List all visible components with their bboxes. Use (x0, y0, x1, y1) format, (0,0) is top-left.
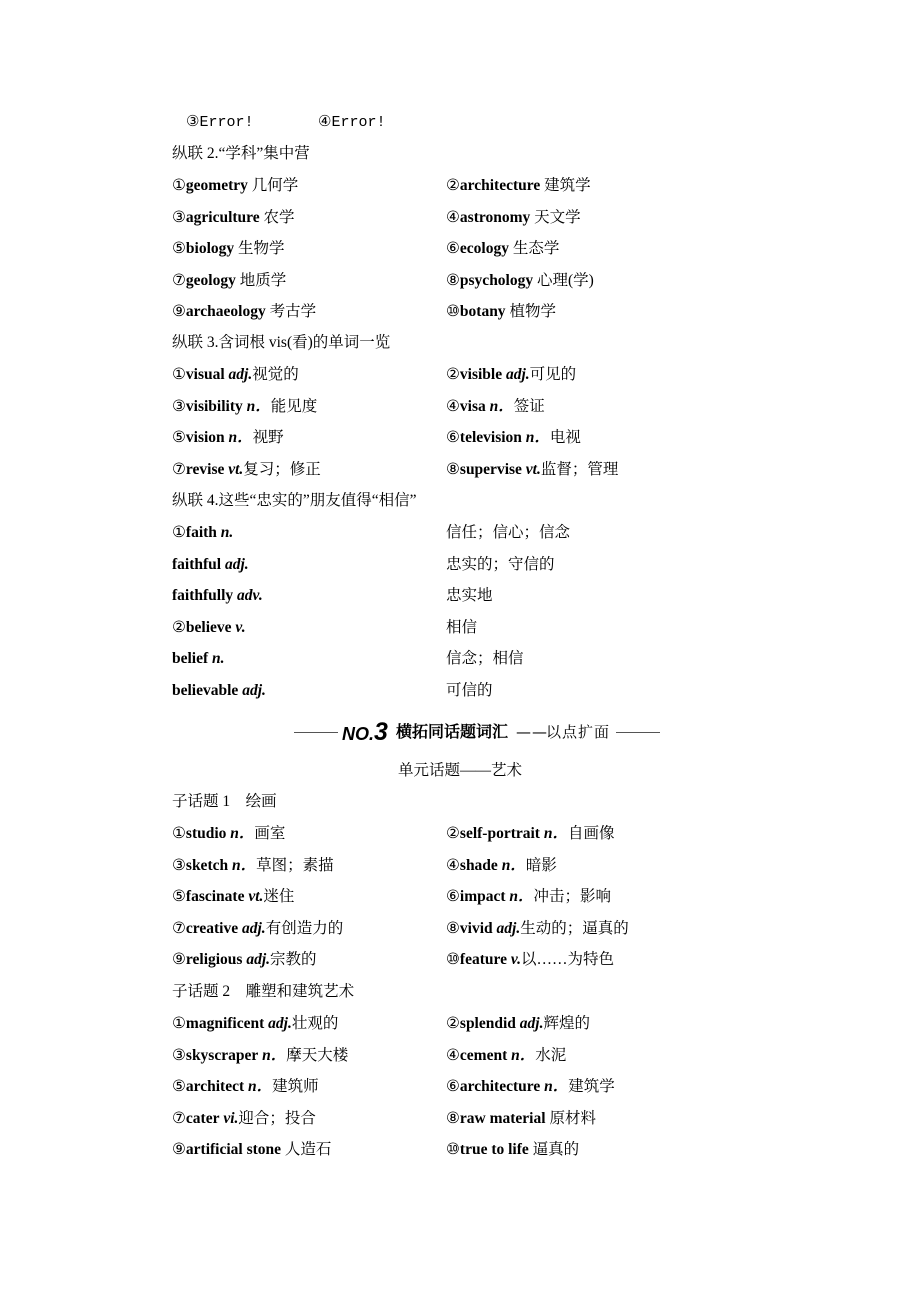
item-number: ④ (446, 208, 460, 226)
chinese-meaning: 忠实地 (446, 587, 493, 605)
vocab-entry (446, 856, 557, 876)
chinese-meaning: 农学 (259, 208, 295, 226)
chinese-meaning: 建筑师 (272, 1078, 319, 1096)
part-of-speech: v. (510, 951, 522, 969)
vocab-entry (172, 239, 285, 259)
item-number: ⑥ (446, 240, 460, 258)
chinese-meaning: 有创造力的 (265, 919, 344, 937)
english-word: visibility (185, 397, 243, 415)
chinese-meaning: 相信 (446, 618, 478, 636)
english-word: geology (185, 271, 236, 289)
part-of-speech: adj. (224, 555, 249, 573)
vocab-entry (446, 1077, 615, 1097)
english-word: architect (185, 1078, 245, 1096)
item-number: ② (446, 177, 460, 194)
section-no-prefix: NO. (342, 724, 375, 744)
english-word: ecology (459, 240, 509, 258)
chinese-meaning: 生态学 (508, 240, 560, 258)
vocab-entry (446, 1140, 579, 1160)
english-word: shade (459, 856, 498, 874)
chinese-meaning: 天文学 (530, 208, 581, 226)
item-number: ⑥ (446, 1078, 460, 1096)
vocab-entry (446, 365, 576, 385)
item-number: ⑧ (446, 460, 460, 478)
item-number: ② (446, 1015, 460, 1032)
item-number: ② (446, 366, 460, 383)
part-of-speech: adj. (242, 682, 266, 699)
part-of-speech: n． (501, 856, 526, 874)
chinese-meaning: 几何学 (247, 177, 299, 194)
item-number: ⑩ (446, 1141, 460, 1159)
part-of-speech: n. (220, 524, 234, 541)
vocab-entry (172, 555, 249, 575)
vocab-entry (172, 302, 316, 322)
english-word: magnificent (185, 1015, 265, 1032)
chinese-meaning: 视野 (252, 429, 284, 447)
chinese-meaning: 迎合；投合 (238, 1109, 316, 1127)
english-word: archaeology (185, 303, 266, 321)
vocab-entry (446, 302, 556, 322)
chinese-meaning: 签证 (513, 397, 545, 415)
english-word: revise (185, 460, 225, 478)
english-word: visa (459, 397, 486, 415)
part-of-speech: n． (511, 1046, 536, 1064)
english-word: believe (185, 618, 232, 636)
english-word: vivid (459, 919, 493, 937)
part-of-speech: n． (246, 397, 271, 415)
chinese-meaning: 视觉的 (252, 366, 299, 383)
part-of-speech: adv. (237, 587, 263, 605)
english-word: agriculture (185, 208, 260, 226)
part-of-speech: n． (525, 429, 550, 447)
chinese-meaning: 生物学 (234, 240, 285, 258)
english-word: biology (185, 240, 235, 258)
item-number: ③ (172, 1046, 186, 1064)
item-number: ② (172, 618, 186, 636)
header-rule-left (294, 732, 338, 733)
english-word: vision (185, 429, 225, 447)
vocab-entry (172, 208, 295, 228)
part-of-speech: vt. (228, 460, 244, 478)
vocab-entry (172, 1140, 331, 1160)
item-number: ④ (446, 397, 460, 415)
chinese-meaning: 迷住 (263, 888, 295, 906)
chinese-meaning: 宗教的 (270, 951, 317, 969)
error-ref-3: ③Error! (186, 114, 254, 131)
english-word: faith (185, 524, 217, 541)
vocab-entry (446, 428, 581, 448)
vocab-entry (172, 176, 298, 196)
part-of-speech: adj. (246, 951, 271, 969)
vocab-entry (172, 1109, 316, 1129)
english-word: visible (459, 366, 503, 383)
item-number: ④ (446, 1046, 460, 1064)
item-number: ③ (172, 208, 186, 226)
part-of-speech: n． (231, 856, 257, 874)
item-number: ⑨ (172, 303, 186, 321)
item-number: ⑤ (172, 429, 186, 447)
chinese-meaning: 可信的 (446, 682, 493, 699)
section-no-num: 3 (374, 718, 388, 746)
item-number: ⑧ (446, 919, 460, 937)
english-word: botany (459, 303, 506, 321)
item-number: ② (446, 825, 460, 842)
english-word: believable (172, 682, 239, 699)
vocab-entry (446, 460, 618, 480)
item-number: ③ (172, 397, 186, 415)
english-word: architecture (459, 177, 541, 194)
group3-title: 纵联 3.含词根 vis(看)的单词一览 (172, 334, 391, 351)
part-of-speech: v. (235, 618, 246, 636)
vocab-entry (172, 397, 317, 417)
vocab-entry (172, 271, 286, 291)
english-word: creative (185, 919, 239, 937)
part-of-speech: n． (230, 825, 255, 842)
item-number: ⑨ (172, 1141, 186, 1159)
item-number: ⑨ (172, 951, 186, 969)
english-word: astronomy (459, 208, 531, 226)
part-of-speech: n． (544, 1078, 569, 1096)
chinese-meaning: 生动的；逼真的 (520, 919, 629, 937)
chinese-meaning: 监督；管理 (540, 460, 619, 478)
chinese-meaning: 能见度 (270, 397, 318, 415)
vocab-entry (172, 523, 233, 543)
english-word: feature (459, 951, 507, 969)
vocab-entry (172, 460, 321, 480)
header-rule-right (616, 732, 660, 733)
vocab-entry (172, 824, 285, 844)
error-ref-4: ④Error! (318, 114, 386, 131)
section3-subtitle: 以点扩面 (546, 723, 611, 741)
chinese-meaning: 信任；信心；信念 (446, 524, 571, 541)
item-number: ③ (172, 856, 186, 874)
english-word: psychology (459, 271, 534, 289)
part-of-speech: vi. (223, 1109, 239, 1127)
chinese-meaning: 辉煌的 (543, 1015, 590, 1032)
vocab-entry (172, 1077, 319, 1097)
chinese-meaning: 原材料 (545, 1109, 596, 1127)
part-of-speech: n． (248, 1078, 273, 1096)
item-number: ⑤ (172, 240, 186, 258)
item-number: ⑩ (446, 303, 460, 321)
vocab-entry (172, 1014, 338, 1034)
english-word: faithfully (172, 587, 234, 605)
vocab-entry (446, 176, 591, 196)
english-word: studio (185, 825, 227, 842)
item-number: ⑧ (446, 1109, 460, 1127)
item-number: ⑦ (172, 271, 186, 289)
chinese-meaning: 地质学 (235, 271, 287, 289)
section3-title: 横拓同话题词汇 (396, 722, 509, 741)
part-of-speech: adj. (519, 1015, 544, 1032)
item-number: ⑩ (446, 951, 460, 969)
part-of-speech: n． (262, 1046, 287, 1064)
english-word: splendid (459, 1015, 516, 1032)
vocab-entry (172, 681, 266, 701)
chinese-meaning: 逼真的 (528, 1141, 580, 1159)
part-of-speech: vt. (248, 888, 264, 906)
item-number: ⑦ (172, 460, 186, 478)
english-word: true to life (459, 1141, 529, 1159)
section3-dash: —— (516, 723, 548, 741)
chinese-meaning: 人造石 (281, 1141, 332, 1159)
part-of-speech: adj. (505, 366, 530, 383)
item-number: ⑦ (172, 1109, 186, 1127)
english-word: supervise (459, 460, 522, 478)
english-word: religious (185, 951, 243, 969)
part-of-speech: adj. (242, 919, 266, 937)
vocab-entry (172, 618, 246, 638)
chinese-meaning: 建筑学 (568, 1078, 615, 1096)
vocab-entry (172, 428, 284, 448)
chinese-meaning: 水泥 (535, 1046, 567, 1064)
item-number: ④ (446, 856, 460, 874)
part-of-speech: adj. (228, 366, 253, 383)
vocab-entry (446, 1109, 596, 1129)
part-of-speech: n． (228, 429, 253, 447)
vocab-entry (446, 887, 611, 907)
chinese-meaning: 以……为特色 (521, 951, 615, 969)
english-word: fascinate (185, 888, 245, 906)
part-of-speech: adj. (496, 919, 521, 937)
chinese-meaning: 考古学 (265, 303, 317, 321)
vocab-entry (446, 239, 559, 259)
english-word: visual (185, 366, 225, 383)
subtopic1-title: 子话题 1 绘画 (172, 793, 277, 810)
english-word: artificial stone (185, 1141, 282, 1159)
chinese-meaning: 信念；相信 (446, 650, 524, 668)
vocab-entry (446, 950, 614, 970)
vocab-entry (172, 1046, 348, 1066)
vocab-entry (446, 271, 594, 291)
chinese-meaning: 自画像 (567, 825, 615, 842)
section-number (342, 719, 388, 747)
item-number: ① (172, 1015, 186, 1032)
part-of-speech: adj. (268, 1015, 292, 1032)
english-word: raw material (459, 1109, 546, 1127)
item-number: ⑥ (446, 888, 460, 906)
vocab-entry (446, 1014, 590, 1034)
item-number: ⑤ (172, 1078, 186, 1096)
vocab-entry (172, 586, 263, 606)
subtopic2-title: 子话题 2 雕塑和建筑艺术 (172, 983, 355, 1000)
vocab-entry (172, 919, 343, 939)
english-word: television (459, 429, 522, 447)
vocab-entry (172, 856, 334, 876)
vocab-entry (172, 365, 299, 385)
chinese-meaning: 草图；素描 (256, 856, 334, 874)
group2-title: 纵联 2.“学科”集中营 (172, 145, 310, 162)
part-of-speech: vt. (525, 460, 541, 478)
english-word: self-portrait (459, 825, 540, 842)
group4-title: 纵联 4.这些“忠实的”朋友值得“相信” (172, 492, 417, 509)
item-number: ⑦ (172, 919, 186, 937)
english-word: impact (459, 888, 506, 906)
vocab-entry (446, 208, 581, 228)
item-number: ① (172, 177, 186, 194)
chinese-meaning: 摩天大楼 (286, 1046, 349, 1064)
unit-topic: 单元话题——艺术 (397, 762, 522, 779)
chinese-meaning: 可见的 (529, 366, 577, 383)
english-word: faithful (172, 555, 222, 573)
chinese-meaning: 植物学 (505, 303, 556, 321)
section3-header (294, 719, 660, 745)
english-word: cater (185, 1109, 220, 1127)
item-number: ① (172, 524, 186, 541)
english-word: architecture (459, 1078, 541, 1096)
english-word: skyscraper (185, 1046, 259, 1064)
vocab-entry (172, 649, 225, 669)
english-word: sketch (185, 856, 229, 874)
english-word: belief (172, 650, 209, 668)
chinese-meaning: 心理(学) (533, 271, 594, 289)
item-number: ① (172, 825, 186, 842)
vocab-entry (172, 887, 294, 907)
chinese-meaning: 暗影 (525, 856, 557, 874)
item-number: ⑧ (446, 271, 460, 289)
english-word: cement (459, 1046, 508, 1064)
item-number: ⑥ (446, 429, 460, 447)
chinese-meaning: 画室 (254, 825, 286, 842)
part-of-speech: n. (212, 650, 225, 668)
vocab-entry (446, 1046, 566, 1066)
item-number: ⑤ (172, 888, 186, 906)
vocab-entry (446, 824, 614, 844)
chinese-meaning: 建筑学 (540, 177, 591, 194)
part-of-speech: n． (543, 825, 568, 842)
part-of-speech: n． (489, 397, 514, 415)
chinese-meaning: 复习；修正 (243, 460, 321, 478)
chinese-meaning: 电视 (549, 429, 581, 447)
vocab-entry (446, 397, 545, 417)
vocab-entry (172, 950, 317, 970)
part-of-speech: n． (509, 888, 534, 906)
chinese-meaning: 冲击；影响 (533, 888, 612, 906)
english-word: geometry (185, 177, 248, 194)
chinese-meaning: 忠实的；守信的 (446, 555, 555, 573)
chinese-meaning: 壮观的 (291, 1015, 339, 1032)
vocab-entry (446, 919, 629, 939)
item-number: ① (172, 366, 186, 383)
